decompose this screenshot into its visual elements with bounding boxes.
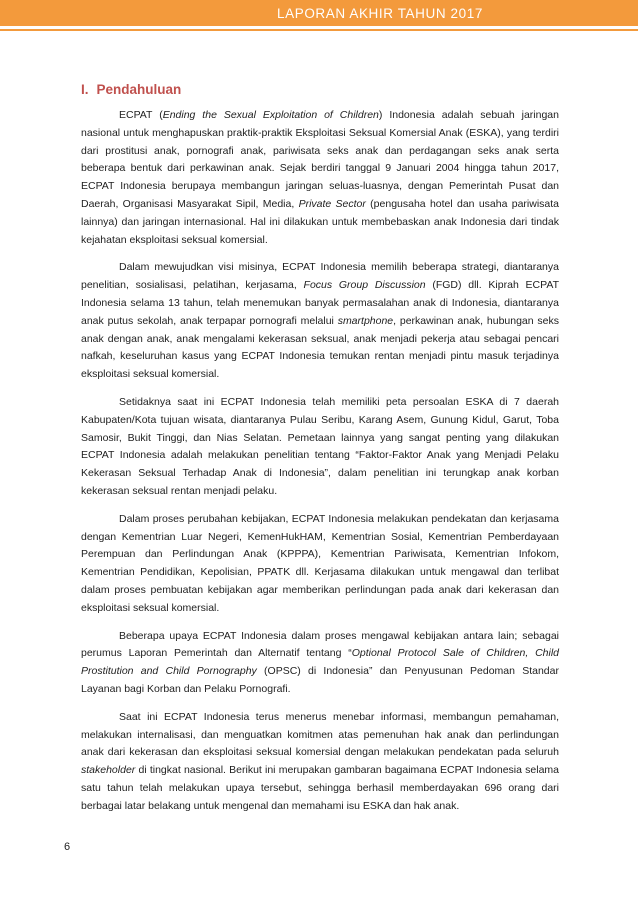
- section-number: I.: [81, 82, 89, 97]
- italic-term: Private Sector: [298, 197, 366, 210]
- paragraph-4: Dalam proses perubahan kebijakan, ECPAT Indonesia melakukan pendekatan dan kerjasama dengan Kementrian Luar Negeri, KemenHukHAM, Kementrian Sosial, Kementrian Pemberdayaan Perempuan dan Perlindungan Anak (KPPPA), Kementrian Pariwisata, Kementrian Infokom, Kementrian Pendidikan, Kepolisian, PPATK dll. Kerjasama dilakukan untuk mengawal dan terlibat dalam proses pembuatan kebijakan agar memberikan perlindungan pada anak dari kekerasan dan eksploitasi seksual komersial.: [81, 512, 559, 614]
- section-title: Pendahuluan: [96, 82, 182, 97]
- paragraph-text: , perkawinan anak, hubungan seks anak dengan anak, anak mengalami kekerasan seksual, anak menjadi pekerja atau sebagai pencari nafkah, keseluruhan kasus yang ECPAT Indonesia temukan rentan menjadi pintu masuk terjadinya eksploitasi seksual komersial.: [81, 314, 560, 381]
- main-content: [81, 82, 559, 825]
- paragraph-text: Saat ini ECPAT Indonesia terus menerus menebar informasi, membangun pemahaman, melakukan internalisasi, dan menguatkan komitmen atas pemenuhan hak anak dan perlindungan anak dari kekerasan dan eksploitasi seksual komersial dengan melakukan pendekatan pada seluruh: [81, 710, 559, 759]
- paragraph-3: Setidaknya saat ini ECPAT Indonesia telah memiliki peta persoalan ESKA di 7 daerah Kabupaten/Kota tujuan wisata, diantaranya Pulau Seribu, Karang Asem, Gunung Kidul, Garut, Toba Samosir, Bukit Tinggi, dan Nias Selatan. Pemetaan lainnya yang sangat penting yang dilakukan ECPAT Indonesia adalah melakukan penelitian tentang “Faktor-Faktor Anak yang Menjadi Pelaku Kekerasan Seksual Terhadap Anak di Indonesia”, dalam penelitian ini terungkap anak korban kekerasan seksual rentan menjadi pelaku.: [81, 395, 559, 497]
- paragraph-text: (FGD) dll. Kiprah ECPAT Indonesia selama 13 tahun, telah menemukan banyak permasalahan anak di Indonesia, diantaranya anak putus sekolah, anak terpapar pornografi melalui: [81, 279, 559, 327]
- italic-term: Optional Protocol Sale of Children, Child Prostitution and Child Pornography: [81, 647, 559, 678]
- page-number: 6: [64, 841, 71, 853]
- paragraph-6: [81, 709, 559, 816]
- paragraph-text: (OPSC) di Indonesia” dan Penyusunan Pedoman Standar Layanan bagi Korban dan Pelaku Pornografi.: [81, 665, 559, 695]
- italic-term: Ending the Sexual Exploitation of Children: [162, 109, 379, 121]
- paragraph-5: [81, 628, 559, 699]
- header-band: [0, 0, 638, 26]
- report-title: LAPORAN AKHIR TAHUN 2017: [277, 6, 483, 21]
- paragraph-text: ) Indonesia adalah sebuah jaringan nasional untuk menghapuskan praktik-praktik Eksploitasi Seksual Komersial Anak (ESKA), yang terdiri dari prostitusi anak, pornografi anak, pariwisata seks anak dan perdagangan seks anak serta beberapa bentuk dari perkawinan anak. Sejak berdiri tanggal 9 Januari 2004 hingga tahun 2017, ECPAT Indonesia berupaya membangun jaringan seluas-luasnya, dengan Pemerintah Pusat dan Daerah, Organisasi Masyarakat Sipil, Media,: [81, 109, 559, 210]
- italic-term: stakeholder: [81, 764, 136, 777]
- paragraph-text: Dalam mewujudkan visi misinya, ECPAT Indonesia memilih beberapa strategi, diantaranya penelitian, sosialisasi, pelatihan, kerjasama,: [81, 261, 559, 292]
- italic-term: smartphone: [337, 314, 394, 327]
- italic-term: Focus Group Discussion: [303, 279, 426, 292]
- paragraph-text: ECPAT (: [119, 109, 163, 121]
- paragraph-2: [81, 259, 559, 384]
- section-heading: [81, 82, 559, 97]
- header-divider: [0, 29, 638, 31]
- paragraph-1: [81, 107, 559, 249]
- paragraph-text: (pengusaha hotel dan usaha pariwisata lainnya) dan jaringan internasional. Hal ini dilakukan untuk membebaskan anak Indonesia dari tindak kejahatan eksploitasi seksual komersial.: [81, 197, 559, 246]
- paragraph-text: Beberapa upaya ECPAT Indonesia dalam proses mengawal kebijakan antara lain; sebagai perumus Laporan Pemerintah dan Alternatif tentang “: [81, 629, 559, 660]
- paragraph-text: di tingkat nasional. Berikut ini merupakan gambaran bagaimana ECPAT Indonesia selama satu tahun telah melakukan upaya tersebut, sehingga berhasil memberdayakan 696 orang dari berbagai latar belakang untuk mengenal dan memahami isu ESKA dan hak anak.: [81, 764, 559, 812]
